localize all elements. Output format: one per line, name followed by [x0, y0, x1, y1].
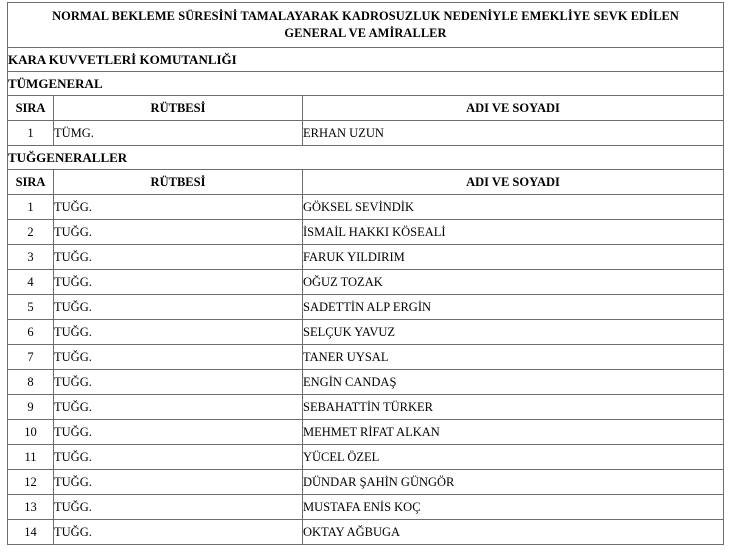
cell-adi-ve-soyadi: DÜNDAR ŞAHİN GÜNGÖR	[303, 470, 724, 495]
cell-adi-ve-soyadi: TANER UYSAL	[303, 345, 724, 370]
cell-adi-ve-soyadi: ERHAN UZUN	[303, 121, 724, 146]
table-row	[8, 395, 724, 420]
cell-sira: 11	[8, 445, 54, 470]
column-header-rutbesi: RÜTBESİ	[54, 170, 303, 195]
table-body	[8, 3, 724, 545]
cell-adi-ve-soyadi: YÜCEL ÖZEL	[303, 445, 724, 470]
cell-rutbesi: TUĞG.	[54, 270, 303, 295]
cell-adi-ve-soyadi: MUSTAFA ENİS KOÇ	[303, 495, 724, 520]
cell-sira: 13	[8, 495, 54, 520]
cell-rutbesi: TUĞG.	[54, 195, 303, 220]
table-row	[8, 121, 724, 146]
cell-adi-ve-soyadi: SELÇUK YAVUZ	[303, 320, 724, 345]
cell-adi-ve-soyadi: GÖKSEL SEVİNDİK	[303, 195, 724, 220]
cell-sira: 12	[8, 470, 54, 495]
force-header-label: KARA KUVVETLERİ KOMUTANLIĞI	[8, 48, 724, 72]
column-header-row	[8, 96, 724, 121]
cell-sira: 10	[8, 420, 54, 445]
cell-rutbesi: TUĞG.	[54, 295, 303, 320]
cell-sira: 14	[8, 520, 54, 545]
cell-rutbesi: TUĞG.	[54, 445, 303, 470]
cell-adi-ve-soyadi: FARUK YILDIRIM	[303, 245, 724, 270]
cell-adi-ve-soyadi: SADETTİN ALP ERGİN	[303, 295, 724, 320]
table-row	[8, 345, 724, 370]
cell-sira: 2	[8, 220, 54, 245]
retirement-list-table	[7, 2, 724, 545]
cell-adi-ve-soyadi: MEHMET RİFAT ALKAN	[303, 420, 724, 445]
cell-sira: 6	[8, 320, 54, 345]
column-header-sira: SIRA	[8, 96, 54, 121]
table-row	[8, 295, 724, 320]
table-row	[8, 445, 724, 470]
cell-rutbesi: TUĞG.	[54, 420, 303, 445]
table-row	[8, 245, 724, 270]
table-row	[8, 270, 724, 295]
table-row	[8, 370, 724, 395]
cell-sira: 8	[8, 370, 54, 395]
cell-rutbesi: TUĞG.	[54, 245, 303, 270]
column-header-sira: SIRA	[8, 170, 54, 195]
cell-rutbesi: TUĞG.	[54, 495, 303, 520]
table-row	[8, 195, 724, 220]
section-band-label-tuggeneraller: TUĞGENERALLER	[8, 146, 724, 170]
cell-sira: 1	[8, 121, 54, 146]
cell-adi-ve-soyadi: ENGİN CANDAŞ	[303, 370, 724, 395]
cell-adi-ve-soyadi: OKTAY AĞBUGA	[303, 520, 724, 545]
cell-sira: 7	[8, 345, 54, 370]
cell-rutbesi: TUĞG.	[54, 395, 303, 420]
table-row	[8, 495, 724, 520]
cell-rutbesi: TUĞG.	[54, 320, 303, 345]
cell-rutbesi: TUĞG.	[54, 345, 303, 370]
table-row	[8, 470, 724, 495]
column-header-row	[8, 170, 724, 195]
title-row	[8, 3, 724, 48]
cell-rutbesi: TÜMG.	[54, 121, 303, 146]
table-row	[8, 520, 724, 545]
column-header-adi-ve-soyadi: ADI VE SOYADI	[303, 96, 724, 121]
cell-sira: 3	[8, 245, 54, 270]
page-title-line-2: GENERAL VE AMİRALLER	[284, 26, 447, 40]
cell-rutbesi: TUĞG.	[54, 520, 303, 545]
cell-sira: 9	[8, 395, 54, 420]
cell-rutbesi: TUĞG.	[54, 470, 303, 495]
cell-adi-ve-soyadi: SEBAHATTİN TÜRKER	[303, 395, 724, 420]
section-band-row	[8, 72, 724, 96]
section-band-label-tumgeneral: TÜMGENERAL	[8, 72, 724, 96]
cell-rutbesi: TUĞG.	[54, 370, 303, 395]
column-header-adi-ve-soyadi: ADI VE SOYADI	[303, 170, 724, 195]
cell-sira: 1	[8, 195, 54, 220]
force-header-row	[8, 48, 724, 72]
table-row	[8, 220, 724, 245]
cell-sira: 4	[8, 270, 54, 295]
page-title	[8, 3, 724, 48]
table-row	[8, 320, 724, 345]
cell-adi-ve-soyadi: İSMAİL HAKKI KÖSEALİ	[303, 220, 724, 245]
page-title-line-1: NORMAL BEKLEME SÜRESİNİ TAMALAYARAK KADROSUZLUK NEDENİYLE EMEKLİYE SEVK EDİLEN	[52, 9, 679, 23]
column-header-rutbesi: RÜTBESİ	[54, 96, 303, 121]
cell-sira: 5	[8, 295, 54, 320]
table-row	[8, 420, 724, 445]
section-band-row	[8, 146, 724, 170]
cell-rutbesi: TUĞG.	[54, 220, 303, 245]
cell-adi-ve-soyadi: OĞUZ TOZAK	[303, 270, 724, 295]
